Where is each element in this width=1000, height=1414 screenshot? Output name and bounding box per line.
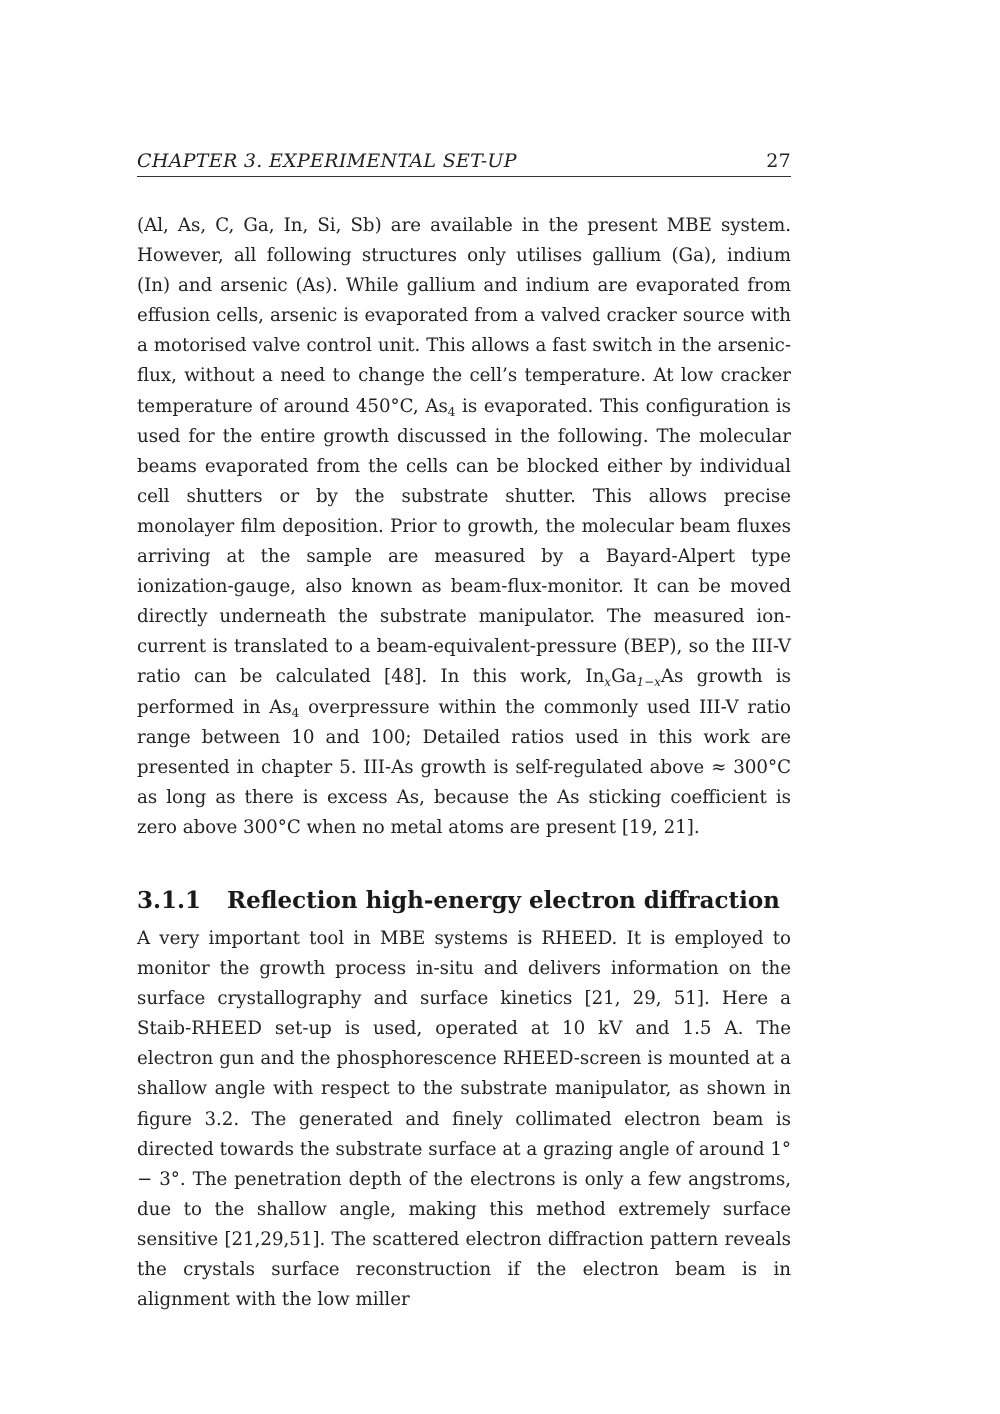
section-number: 3.1.1: [137, 886, 202, 914]
paragraph-1: [137, 211, 791, 843]
body-text: [137, 211, 791, 1315]
p1-subscript-1-minus-x: 1−x: [636, 675, 661, 690]
p1-segment-5: overpressure within the commonly used III-V ratio range between 10 and 100; Detailed ratios used in this work are presented in chapter 5. III-As growth is self-regulated above ≈ 300°C as long as there is excess As, because the As sticking coefficient is zero above 300°C when no metal atoms are present [19, 21].: [137, 696, 791, 838]
page: [137, 150, 791, 1315]
p1-subscript-as4-2: 4: [291, 705, 300, 720]
p1-segment-4: As growth is performed in As: [137, 666, 791, 718]
p1-segment-1: (Al, As, C, Ga, In, Si, Sb) are available in the present MBE system. However, all following structures only utilises gallium (Ga), indium (In) and arsenic (As). While gallium and indium are evaporated from effusion cells, arsenic is evaporated from a valved cracker source with a motorised valve control unit. This allows a fast switch in the arsenic-flux, without a need to change the cell’s temperature. At low cracker temperature of around 450°C, As: [137, 215, 791, 417]
section-title: Reflection high-energy electron diffraction: [227, 886, 780, 914]
section-heading: [137, 887, 791, 914]
p1-subscript-x: x: [604, 675, 612, 690]
running-header: [137, 150, 791, 177]
page-number: 27: [766, 150, 791, 172]
p1-segment-2: is evaporated. This configuration is used for the entire growth discussed in the following. The molecular beams evaporated from the cells can be blocked either by individual cell shutters or by the substrate shutter. This allows precise monolayer film deposition. Prior to growth, the molecular beam fluxes arriving at the sample are measured by a Bayard-Alpert type ionization-gauge, also known as beam-flux-monitor. It can be moved directly underneath the substrate manipulator. The measured ion-current is translated to a beam-equivalent-pressure (BEP), so the III-V ratio can be calculated [48]. In this work, In: [137, 395, 792, 688]
p1-subscript-as4: 4: [447, 404, 456, 419]
p1-segment-3: Ga: [611, 666, 637, 688]
chapter-title: CHAPTER 3. EXPERIMENTAL SET-UP: [137, 150, 517, 172]
paragraph-2: A very important tool in MBE systems is RHEED. It is employed to monitor the growth process in-situ and delivers information on the surface crystallography and surface kinetics [21, 29, 51]. Here a Staib-RHEED set-up is used, operated at 10 kV and 1.5 A. The electron gun and the phosphorescence RHEED-screen is mounted at a shallow angle with respect to the substrate manipulator, as shown in figure 3.2. The generated and finely collimated electron beam is directed towards the substrate surface at a grazing angle of around 1° − 3°. The penetration depth of the electrons is only a few angstroms, due to the shallow angle, making this method extremely surface sensitive [21,29,51]. The scattered electron diffraction pattern reveals the crystals surface reconstruction if the electron beam is in alignment with the low miller: [137, 927, 791, 1311]
